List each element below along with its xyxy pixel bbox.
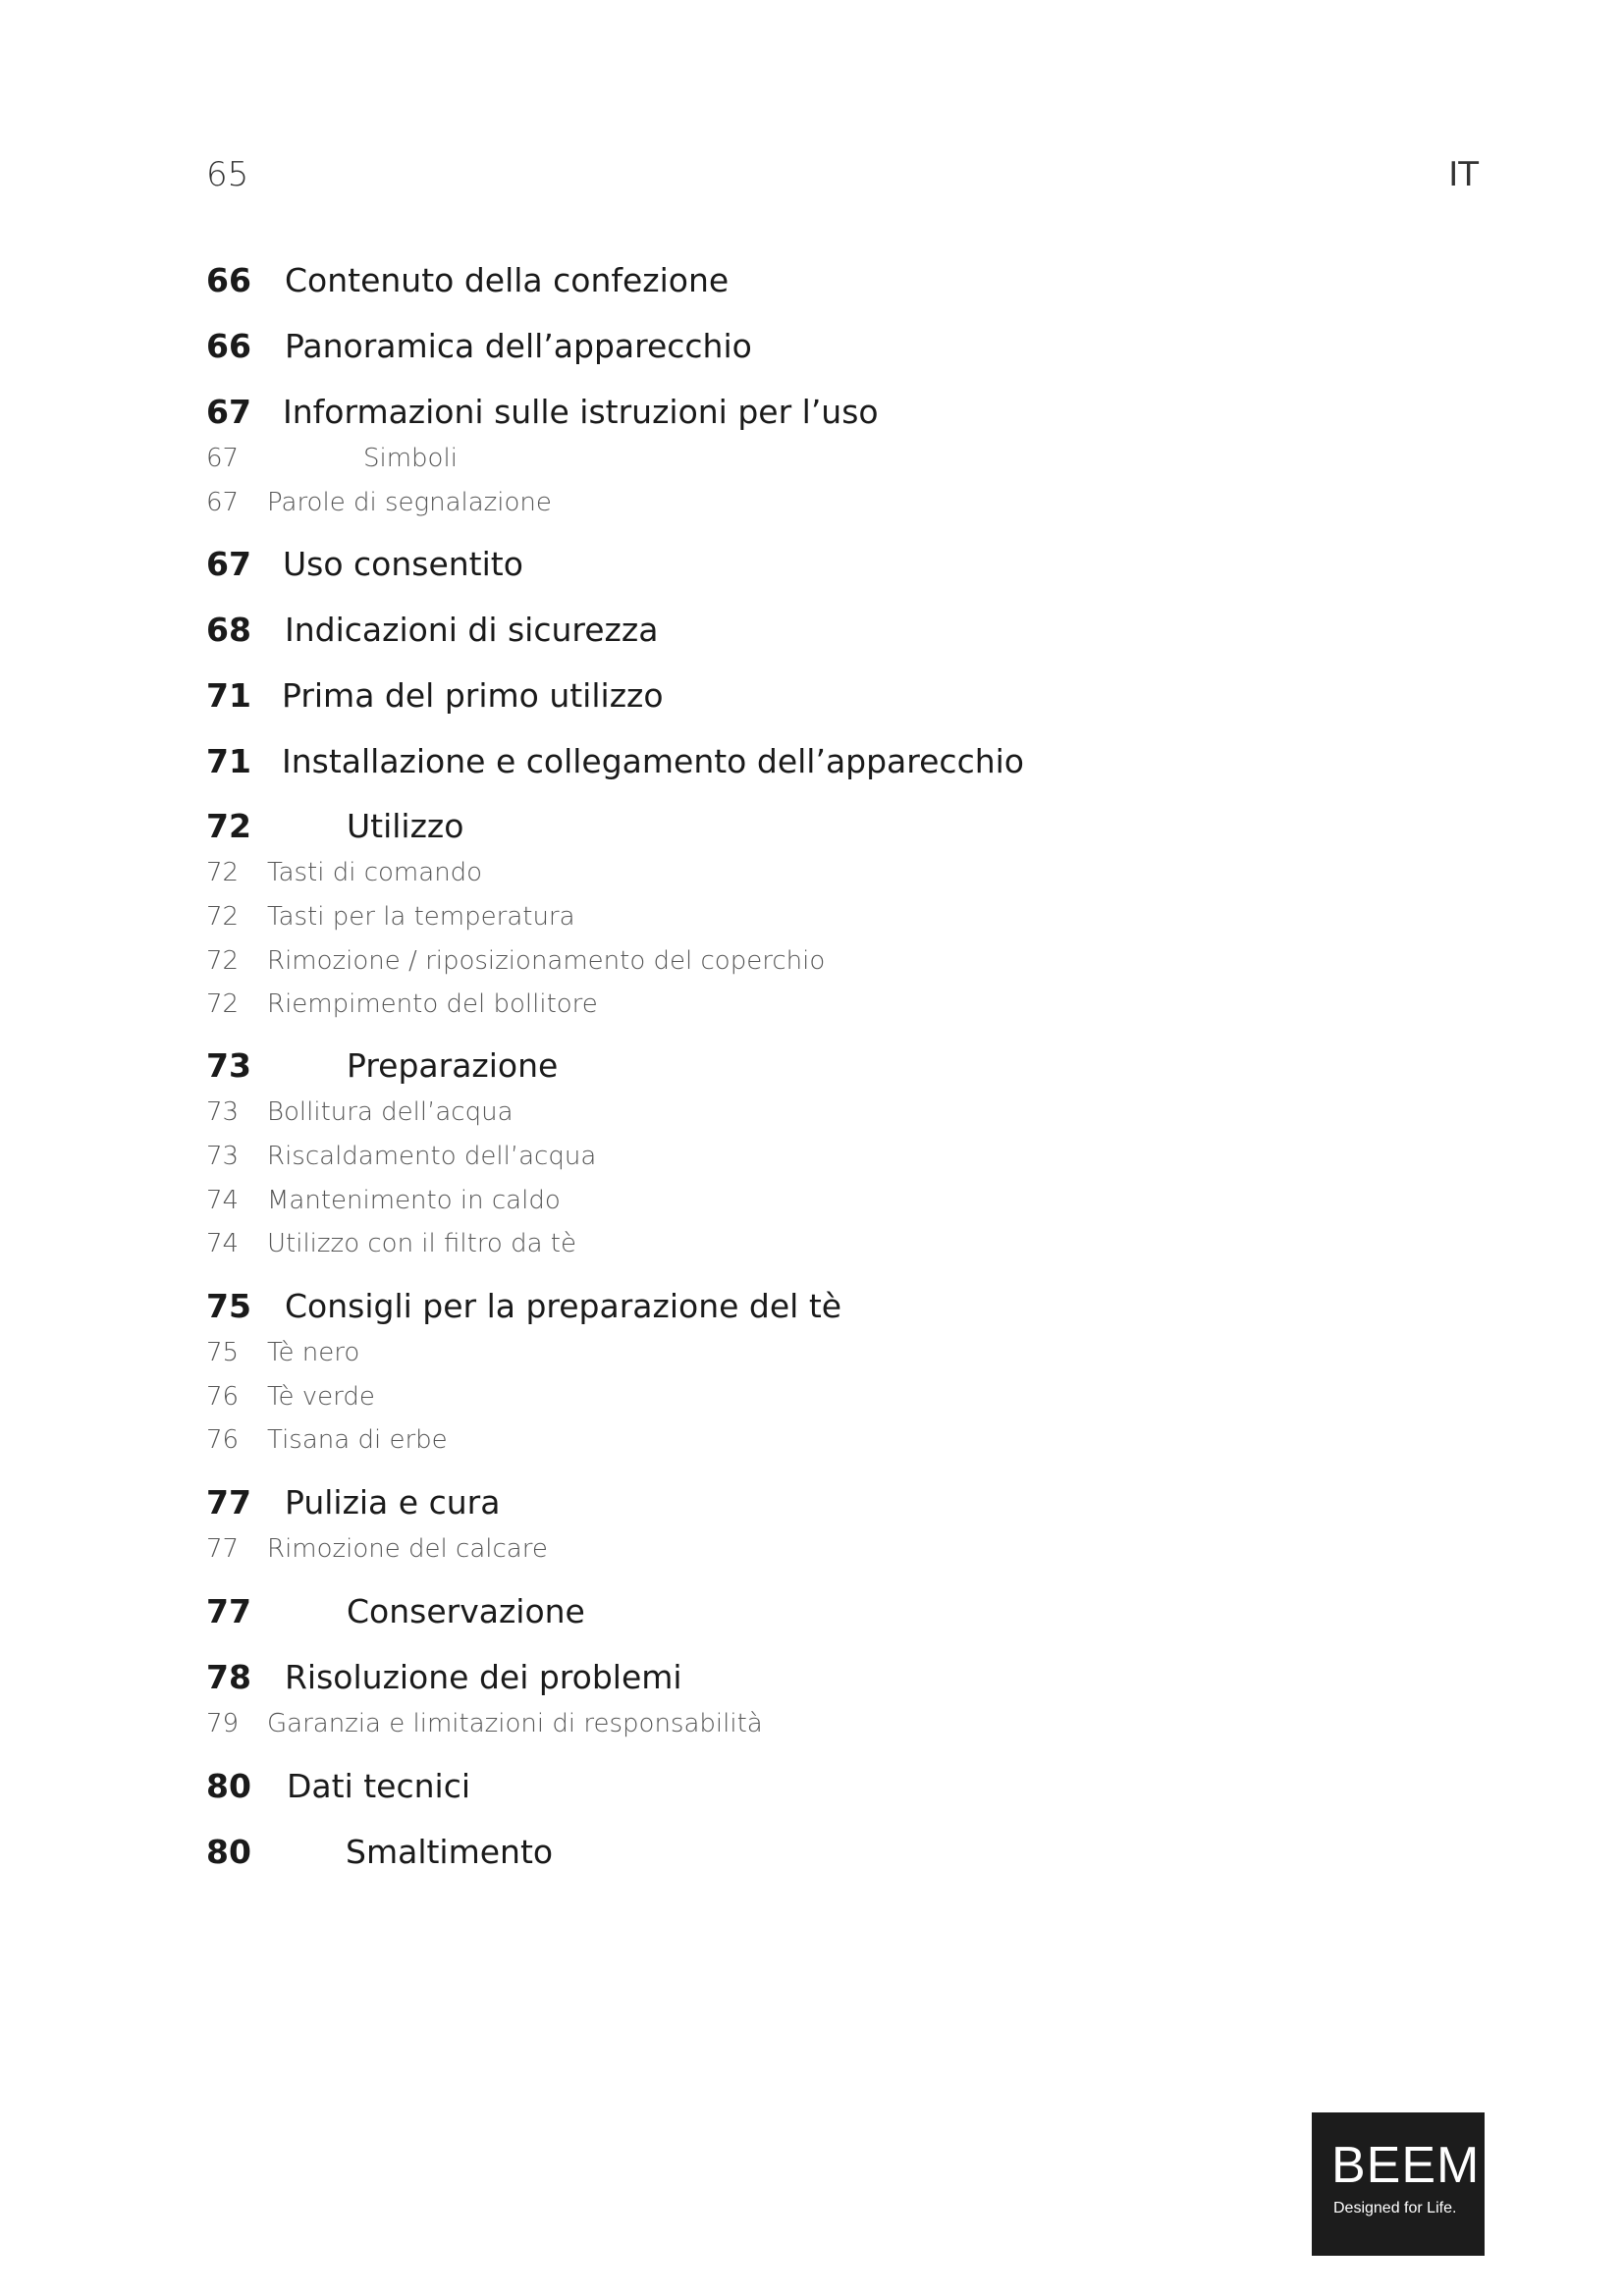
toc-title: Garanzia e limitazioni di responsabilità <box>267 1709 763 1738</box>
toc-page-number: 66 <box>206 327 251 365</box>
toc-page-number: 67 <box>206 545 251 583</box>
brand-logo <box>1312 2112 1485 2256</box>
toc-title: Panoramica dell’apparecchio <box>285 327 752 365</box>
toc-page-number: 67 <box>206 488 240 517</box>
toc-page-number: 74 <box>206 1229 240 1258</box>
toc-page-number: 66 <box>206 261 251 299</box>
toc-title: Rimozione del calcare <box>267 1534 548 1564</box>
toc-title: Installazione e collegamento dell’apparecchio <box>282 742 1024 780</box>
toc-title: Rimozione / riposizionamento del coperchio <box>267 946 826 976</box>
toc-title: Uso consentito <box>283 545 523 583</box>
toc-page-number: 80 <box>206 1833 251 1871</box>
toc-title: Tasti per la temperatura <box>267 902 575 932</box>
toc-title: Pulizia e cura <box>285 1483 501 1522</box>
toc-page-number: 76 <box>206 1425 240 1455</box>
toc-title: Parole di segnalazione <box>267 488 552 517</box>
toc-page-number: 72 <box>206 946 240 976</box>
toc-title: Tè nero <box>267 1338 360 1367</box>
toc-page-number: 71 <box>206 742 251 780</box>
toc-page-number: 68 <box>206 611 251 649</box>
toc-page-number: 75 <box>206 1338 240 1367</box>
toc-title: Preparazione <box>347 1046 559 1085</box>
toc-title: Smaltimento <box>346 1833 554 1871</box>
toc-title: Tisana di erbe <box>267 1425 448 1455</box>
toc-page-number: 78 <box>206 1658 251 1696</box>
toc-title: Tasti di comando <box>267 858 483 887</box>
brand-name: BEEM <box>1331 2137 1481 2194</box>
toc-title: Contenuto della confezione <box>285 261 730 299</box>
toc-page-number: 67 <box>206 393 251 431</box>
toc-page-number: 71 <box>206 676 251 715</box>
toc-page-number: 76 <box>206 1382 240 1412</box>
toc-page-number: 80 <box>206 1767 251 1805</box>
toc-page-number: 73 <box>206 1097 240 1127</box>
toc-title: Conservazione <box>347 1592 585 1630</box>
toc-page-number: 75 <box>206 1287 251 1325</box>
toc-page-number: 73 <box>206 1046 251 1085</box>
toc-page-number: 77 <box>206 1592 251 1630</box>
toc-page-number: 72 <box>206 858 240 887</box>
toc-title: Informazioni sulle istruzioni per l’uso <box>283 393 879 431</box>
toc-page-number: 72 <box>206 902 240 932</box>
toc-title: Dati tecnici <box>287 1767 471 1805</box>
toc-page-number: 73 <box>206 1142 240 1171</box>
toc-page-number: 74 <box>206 1186 240 1215</box>
toc-page-number: 79 <box>206 1709 240 1738</box>
toc-title: Utilizzo <box>347 807 464 845</box>
toc-title: Indicazioni di sicurezza <box>285 611 659 649</box>
brand-tagline: Designed for Life. <box>1333 2200 1457 2216</box>
toc-page-number: 67 <box>206 444 240 473</box>
toc-page-number: 72 <box>206 807 251 845</box>
toc-page-number: 72 <box>206 989 240 1019</box>
toc-title: Prima del primo utilizzo <box>282 676 664 715</box>
toc-title: Utilizzo con il filtro da tè <box>267 1229 576 1258</box>
toc-title: Riscaldamento dell’acqua <box>267 1142 597 1171</box>
toc-title: Consigli per la preparazione del tè <box>285 1287 842 1325</box>
toc-title: Tè verde <box>267 1382 375 1412</box>
toc-title: Riempimento del bollitore <box>267 989 598 1019</box>
toc-title: Bollitura dell’acqua <box>267 1097 514 1127</box>
toc-page-number: 77 <box>206 1534 240 1564</box>
toc-title: Simboli <box>363 444 458 473</box>
toc-title: Mantenimento in caldo <box>267 1186 561 1215</box>
toc-title: Risoluzione dei problemi <box>285 1658 682 1696</box>
page-number: 65 <box>206 155 249 194</box>
toc-page-number: 77 <box>206 1483 251 1522</box>
language-code: IT <box>1448 155 1479 194</box>
